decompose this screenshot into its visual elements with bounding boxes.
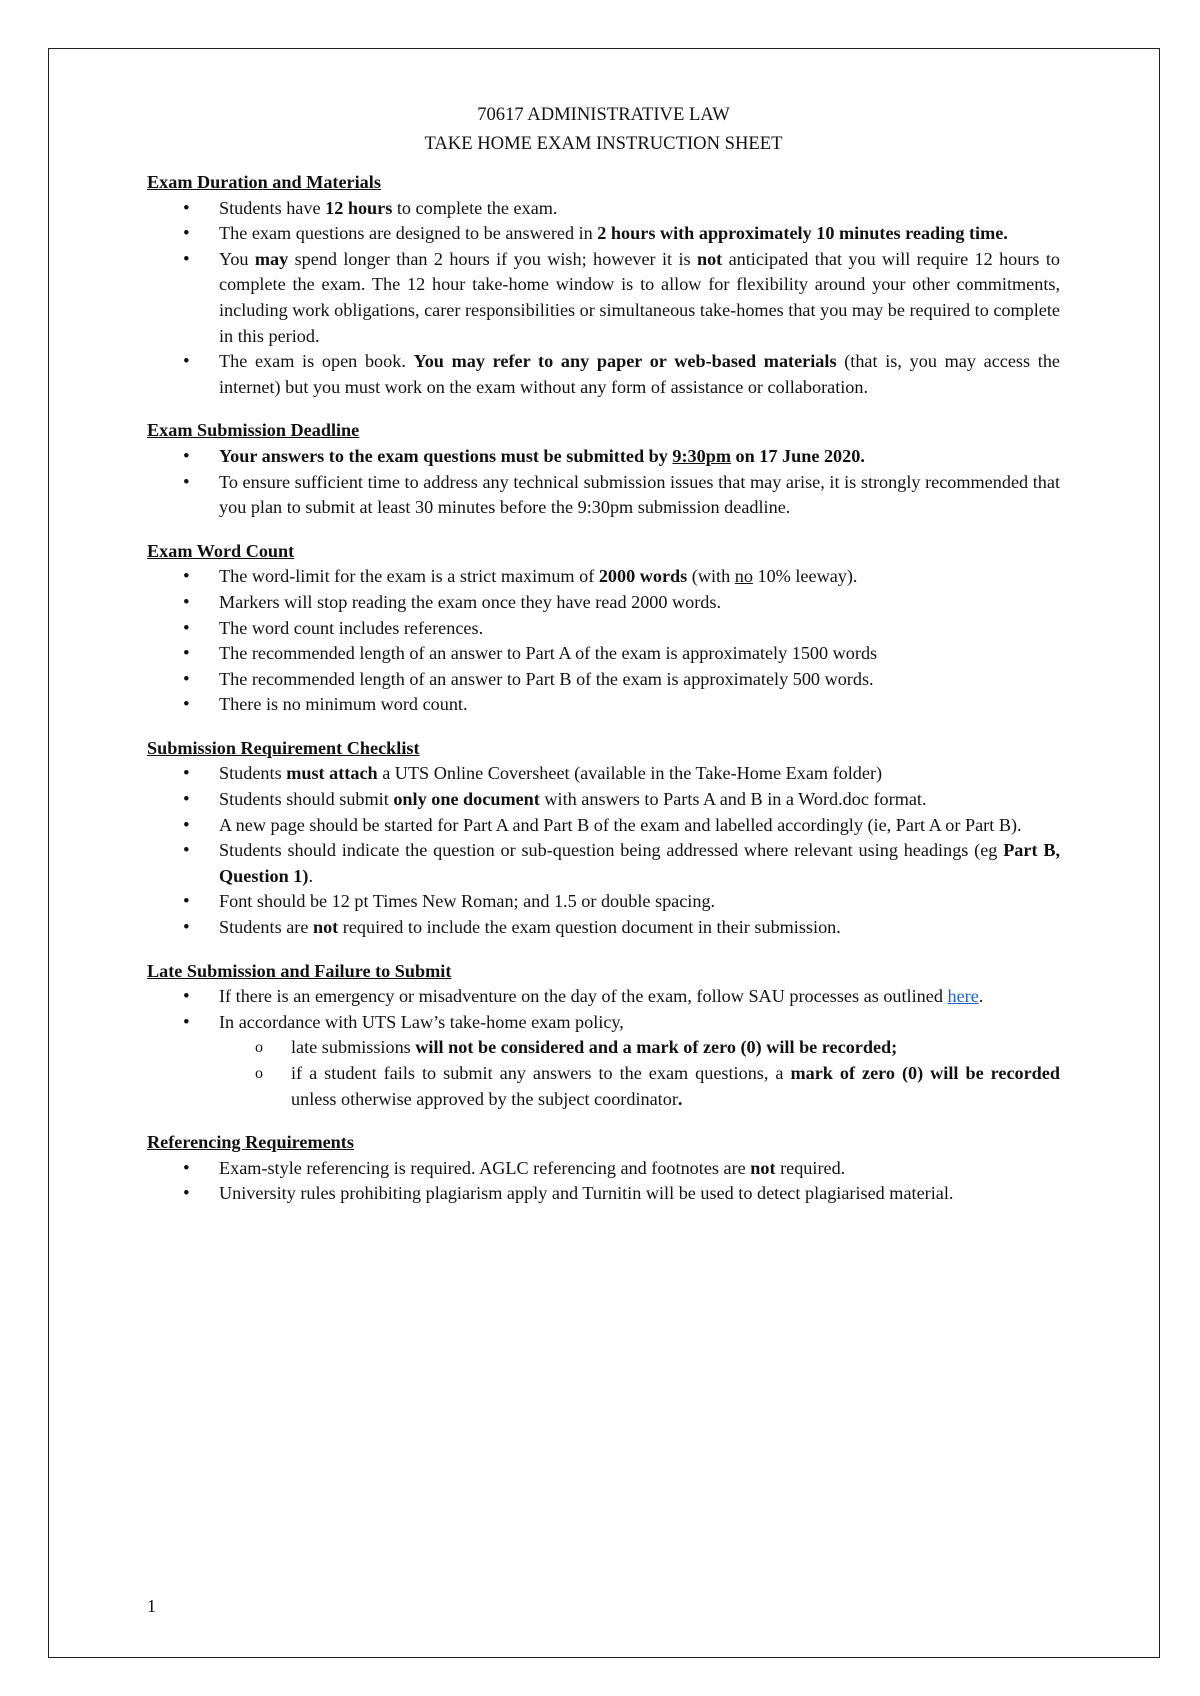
list-item: • Students are not required to include the exam question document in their submission. bbox=[147, 915, 1060, 941]
late-submission-list bbox=[147, 984, 1060, 1112]
section-heading-word-count: Exam Word Count bbox=[147, 540, 295, 561]
sub-list-item: o if a student fails to submit any answers to the exam questions, a mark of zero (0) will be recorded unless otherwise approved by the subject coordinator. bbox=[219, 1061, 1060, 1112]
list-item: • Students must attach a UTS Online Coversheet (available in the Take-Home Exam folder) bbox=[147, 761, 1060, 787]
page-number: 1 bbox=[147, 1596, 156, 1616]
list-item: • Markers will stop reading the exam once they have read 2000 words. bbox=[147, 590, 1060, 616]
list-item: • Students have 12 hours to complete the exam. bbox=[147, 196, 1060, 222]
referencing-list bbox=[147, 1156, 1060, 1207]
list-item: • The exam is open book. You may refer to any paper or web-based materials (that is, you may access the internet) but you must work on the exam without any form of assistance or collaboration. bbox=[147, 349, 1060, 400]
title-line-2: TAKE HOME EXAM INSTRUCTION SHEET bbox=[424, 133, 783, 154]
list-item: • The word-limit for the exam is a strict maximum of 2000 words (with no 10% leeway). bbox=[147, 564, 1060, 590]
list-item: • Students should submit only one document with answers to Parts A and B in a Word.doc format. bbox=[147, 787, 1060, 813]
list-item: • The recommended length of an answer to Part B of the exam is approximately 500 words. bbox=[147, 667, 1060, 693]
checklist-list bbox=[147, 761, 1060, 940]
document-body bbox=[147, 100, 1060, 1207]
list-item: • Students should indicate the question or sub-question being addressed where relevant using headings (eg Part B, Question 1). bbox=[147, 838, 1060, 889]
word-count-list bbox=[147, 564, 1060, 718]
section-heading-checklist: Submission Requirement Checklist bbox=[147, 737, 420, 758]
list-item: • In accordance with UTS Law’s take-home exam policy, o late submissions will not be considered and a mark of zero (0) will be recorded; o if a student fails to submit any answers to the exam questions, a mark of zero (0) will be recorded unless otherwise approved by the subject coordinator. bbox=[147, 1010, 1060, 1112]
list-item: • You may spend longer than 2 hours if you wish; however it is not anticipated that you will require 12 hours to complete the exam. The 12 hour take-home window is to allow for flexibility around your other commitments, including work obligations, carer responsibilities or simultaneous take-homes that you may be required to complete in this period. bbox=[147, 247, 1060, 349]
list-item: • To ensure sufficient time to address any technical submission issues that may arise, it is strongly recommended that you plan to submit at least 30 minutes before the 9:30pm submission deadline. bbox=[147, 470, 1060, 521]
list-item: • The recommended length of an answer to Part A of the exam is approximately 1500 words bbox=[147, 641, 1060, 667]
section-heading-deadline: Exam Submission Deadline bbox=[147, 420, 360, 441]
title-line-1: 70617 ADMINISTRATIVE LAW bbox=[477, 104, 730, 125]
duration-list bbox=[147, 196, 1060, 401]
list-item: • The exam questions are designed to be answered in 2 hours with approximately 10 minutes reading time. bbox=[147, 221, 1060, 247]
list-item: • Exam-style referencing is required. AGLC referencing and footnotes are not required. bbox=[147, 1156, 1060, 1182]
list-item: • There is no minimum word count. bbox=[147, 692, 1060, 718]
sau-processes-link[interactable]: here bbox=[947, 986, 979, 1007]
list-item: • If there is an emergency or misadventure on the day of the exam, follow SAU processes as outlined here. bbox=[147, 984, 1060, 1010]
list-item: • University rules prohibiting plagiarism apply and Turnitin will be used to detect plagiarised material. bbox=[147, 1181, 1060, 1207]
sub-list-item: o late submissions will not be considered and a mark of zero (0) will be recorded; bbox=[219, 1035, 1060, 1061]
list-item: • Your answers to the exam questions must be submitted by 9:30pm on 17 June 2020. bbox=[147, 444, 1060, 470]
policy-sublist bbox=[219, 1035, 1060, 1112]
list-item: • Font should be 12 pt Times New Roman; and 1.5 or double spacing. bbox=[147, 889, 1060, 915]
section-heading-referencing: Referencing Requirements bbox=[147, 1132, 354, 1153]
section-heading-duration: Exam Duration and Materials bbox=[147, 172, 381, 192]
list-item: • A new page should be started for Part A and Part B of the exam and labelled accordingly (ie, Part A or Part B). bbox=[147, 813, 1060, 839]
deadline-list bbox=[147, 444, 1060, 521]
document-title bbox=[147, 100, 1060, 158]
list-item: • The word count includes references. bbox=[147, 616, 1060, 642]
section-heading-late-submission: Late Submission and Failure to Submit bbox=[147, 960, 452, 981]
